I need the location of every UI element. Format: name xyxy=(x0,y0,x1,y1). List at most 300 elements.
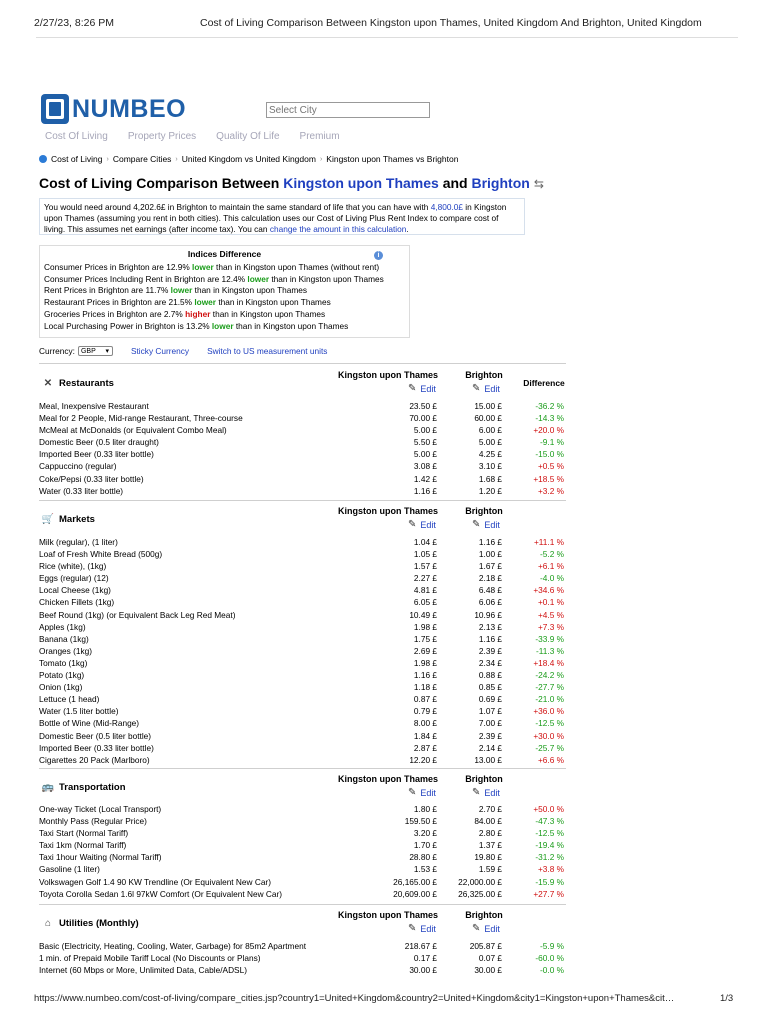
section-rows xyxy=(39,803,566,900)
table-row xyxy=(39,754,566,766)
edit-label: Edit xyxy=(484,787,500,798)
item-name: Potato (1kg) xyxy=(39,670,85,681)
index-line xyxy=(44,285,405,297)
price-difference: -5.2 % xyxy=(540,549,564,560)
indices-title: Indices Difference xyxy=(187,249,262,259)
item-name: Loaf of Fresh White Bread (500g) xyxy=(39,549,163,560)
info-text: in Kingston upon Thames (assuming you rent in both cities). This calculation uses our Cost of Living Plus Rent Index to compare cost of living. This assumes net earnings (after income tax). You can xyxy=(44,202,507,234)
breadcrumb-separator-icon: › xyxy=(106,155,109,163)
col-diff-header: Difference xyxy=(523,378,565,388)
city1-price: 1.05 £ xyxy=(413,549,437,560)
item-name: Bottle of Wine (Mid-Range) xyxy=(39,718,140,729)
index-line xyxy=(44,297,405,309)
item-name: Domestic Beer (0.5 liter bottle) xyxy=(39,730,152,741)
price-difference: -14.3 % xyxy=(535,413,564,424)
table-row xyxy=(39,448,566,460)
index-text: than in Kingston upon Thames xyxy=(216,297,331,308)
col-city1-header: Kingston upon Thames xyxy=(338,910,438,920)
price-difference: -12.5 % xyxy=(535,718,564,729)
pencil-icon: ✎ xyxy=(408,519,417,530)
price-difference: -9.1 % xyxy=(540,437,564,448)
col-city1-header: Kingston upon Thames xyxy=(338,506,438,516)
breadcrumb-item[interactable]: United Kingdom vs United Kingdom xyxy=(181,154,316,164)
price-difference: -47.3 % xyxy=(535,816,564,827)
section-header xyxy=(39,773,566,803)
table-row xyxy=(39,584,566,596)
section-divider xyxy=(39,500,566,501)
city2-price: 4.25 £ xyxy=(478,449,502,460)
switch-units-link[interactable]: Switch to US measurement units xyxy=(207,346,328,356)
nav-premium[interactable]: Premium xyxy=(299,131,340,142)
col-city2-header: Brighton xyxy=(465,370,503,380)
index-line xyxy=(44,274,405,286)
breadcrumb xyxy=(39,154,458,164)
item-name: Meal, Inexpensive Restaurant xyxy=(39,401,149,411)
table-row xyxy=(39,560,566,572)
section-title-text: Transportation xyxy=(59,782,126,793)
index-text: Consumer Prices in Brighton are 12.9% xyxy=(44,262,193,272)
home-icon[interactable] xyxy=(39,155,47,163)
price-difference: -33.9 % xyxy=(535,633,564,644)
table-row xyxy=(39,669,566,681)
city1-price: 1.98 £ xyxy=(413,621,437,632)
currency-select[interactable] xyxy=(78,346,113,356)
city2-price: 6.48 £ xyxy=(478,585,502,596)
index-text: than in Kingston upon Thames xyxy=(192,285,308,296)
edit-city1-link[interactable] xyxy=(408,923,436,934)
table-row xyxy=(39,717,566,729)
price-difference: -4.0 % xyxy=(540,573,564,584)
city1-price: 5.00 £ xyxy=(413,425,437,436)
item-name: Taxi 1km (Normal Tariff) xyxy=(39,840,127,851)
city2-price: 1.00 £ xyxy=(478,549,502,560)
city1-price: 1.75 £ xyxy=(413,633,437,644)
city2-price: 1.20 £ xyxy=(478,485,502,496)
price-difference: -36.2 % xyxy=(535,401,564,411)
table-row xyxy=(39,681,566,693)
price-difference: -15.0 % xyxy=(535,449,564,460)
city1-price: 26,165.00 £ xyxy=(393,876,437,887)
index-text: than in Kingston upon Thames (without rent) xyxy=(213,262,380,272)
city1-price: 1.57 £ xyxy=(413,561,437,572)
city2-price: 5.00 £ xyxy=(478,437,502,448)
city2-price: 1.59 £ xyxy=(478,864,502,875)
city2-price: 6.00 £ xyxy=(478,425,502,436)
pencil-icon: ✎ xyxy=(472,519,481,530)
chevron-down-icon: ▾ xyxy=(105,348,109,355)
city2-price: 205.87 £ xyxy=(469,941,502,951)
city2-price: 1.16 £ xyxy=(478,633,502,644)
section-header xyxy=(39,909,566,939)
price-difference: +7.3 % xyxy=(537,621,564,632)
currency-controls xyxy=(39,346,327,356)
breadcrumb-item[interactable]: Kingston upon Thames vs Brighton xyxy=(326,154,459,164)
city1-price: 1.42 £ xyxy=(413,473,437,484)
item-name: Volkswagen Golf 1.4 90 KW Trendline (Or Equivalent New Car) xyxy=(39,876,271,887)
table-row xyxy=(39,621,566,633)
city1-price: 3.08 £ xyxy=(413,461,437,472)
edit-label: Edit xyxy=(420,923,436,934)
index-direction: lower xyxy=(194,297,217,308)
item-name: Lettuce (1 head) xyxy=(39,694,100,705)
numbeo-logo-icon xyxy=(41,94,69,124)
price-difference: +20.0 % xyxy=(533,425,564,436)
section-icon: ⌂ xyxy=(44,918,52,929)
table-row xyxy=(39,645,566,657)
city1-price: 30.00 £ xyxy=(409,965,437,976)
table-row xyxy=(39,473,566,485)
city2-price: 1.68 £ xyxy=(478,473,502,484)
city2-price: 15.00 £ xyxy=(474,401,502,411)
city1-price: 1.18 £ xyxy=(413,682,437,693)
city2-price: 6.06 £ xyxy=(478,597,502,608)
index-direction: higher xyxy=(185,308,211,319)
city1-price: 1.04 £ xyxy=(413,537,437,547)
city2-price: 2.39 £ xyxy=(478,645,502,656)
table-row xyxy=(39,572,566,584)
pencil-icon: ✎ xyxy=(408,923,417,934)
edit-city2-link[interactable] xyxy=(472,519,500,530)
index-text: Groceries Prices in Brighton are 2.7% xyxy=(44,308,186,319)
edit-label: Edit xyxy=(484,519,500,530)
section-title-text: Markets xyxy=(59,514,95,525)
table-row xyxy=(39,548,566,560)
city1-price: 0.87 £ xyxy=(413,694,437,705)
section-divider xyxy=(39,904,566,905)
item-name: Meal for 2 People, Mid-range Restaurant, Three-course xyxy=(39,413,243,424)
main-nav xyxy=(45,131,340,142)
city1-price: 1.84 £ xyxy=(413,730,437,741)
item-name: Tomato (1kg) xyxy=(39,657,88,668)
table-row xyxy=(39,436,566,448)
price-difference: +30.0 % xyxy=(533,730,564,741)
section-header xyxy=(39,505,566,535)
edit-label: Edit xyxy=(420,383,436,394)
price-difference: +36.0 % xyxy=(533,706,564,717)
city1-price: 1.16 £ xyxy=(413,485,437,496)
pencil-icon: ✎ xyxy=(472,787,481,798)
table-row xyxy=(39,827,566,839)
city2-price: 26,325.00 £ xyxy=(458,888,502,899)
section-title-text: Restaurants xyxy=(59,378,114,389)
title-city2-link[interactable]: Brighton xyxy=(471,175,530,191)
city2-price: 2.80 £ xyxy=(478,828,502,839)
item-name: Water (0.33 liter bottle) xyxy=(39,485,124,496)
price-difference: +6.6 % xyxy=(537,754,564,765)
edit-city1-link[interactable] xyxy=(408,519,436,530)
table-row xyxy=(39,705,566,717)
breadcrumb-separator-icon: › xyxy=(319,155,323,163)
edit-city2-link[interactable] xyxy=(472,787,500,798)
price-difference: -19.4 % xyxy=(535,840,564,851)
table-row xyxy=(39,851,566,863)
info-text: . xyxy=(406,224,409,234)
item-name: Taxi Start (Normal Tariff) xyxy=(39,828,129,839)
table-row xyxy=(39,460,566,472)
index-text: Rent Prices in Brighton are 11.7% xyxy=(44,285,171,296)
city1-price: 6.05 £ xyxy=(413,597,437,608)
table-row xyxy=(39,730,566,742)
index-line xyxy=(44,262,405,274)
price-difference: -11.3 % xyxy=(536,645,564,656)
city2-price: 2.14 £ xyxy=(478,742,502,753)
price-difference: +50.0 % xyxy=(533,804,564,814)
city2-price: 1.07 £ xyxy=(478,706,502,717)
city2-price: 3.10 £ xyxy=(478,461,502,472)
section-title xyxy=(41,378,114,389)
section-title xyxy=(41,918,139,929)
index-line xyxy=(44,309,405,321)
city2-price: 2.39 £ xyxy=(478,730,502,741)
title-and: and xyxy=(438,175,472,191)
item-name: Onion (1kg) xyxy=(39,682,83,693)
info-text: You would need around 4,202.6£ in Brighton to maintain the same standard of life that you can have with xyxy=(44,202,431,212)
title-city1-link[interactable]: Kingston upon Thames xyxy=(283,175,439,191)
section-divider xyxy=(39,768,566,769)
section-title-text: Utilities (Monthly) xyxy=(59,918,139,929)
index-text: than in Kingston upon Thames xyxy=(233,320,349,331)
item-name: Eggs (regular) (12) xyxy=(39,573,109,584)
city1-price: 0.79 £ xyxy=(413,706,437,717)
city1-price: 4.81 £ xyxy=(413,585,437,596)
col-city2-header: Brighton xyxy=(465,774,503,784)
index-direction: lower xyxy=(170,285,193,296)
edit-city2-link[interactable] xyxy=(472,923,500,934)
index-text: than in Kingston upon Thames xyxy=(210,308,326,319)
table-row xyxy=(39,400,566,412)
item-name: One-way Ticket (Local Transport) xyxy=(39,804,162,814)
city2-price: 2.13 £ xyxy=(478,621,502,632)
city1-price: 2.27 £ xyxy=(413,573,437,584)
col-city1-header: Kingston upon Thames xyxy=(338,370,438,380)
index-direction: lower xyxy=(211,320,234,331)
item-name: Local Cheese (1kg) xyxy=(39,585,111,596)
city1-price: 1.70 £ xyxy=(413,840,437,851)
item-name: Chicken Fillets (1kg) xyxy=(39,597,115,608)
city1-price: 0.17 £ xyxy=(413,953,437,964)
city1-price: 10.49 £ xyxy=(409,609,437,620)
col-city2-header: Brighton xyxy=(465,910,503,920)
city1-price: 5.50 £ xyxy=(413,437,437,448)
table-row xyxy=(39,964,566,976)
swap-cities-icon[interactable]: ⇆ xyxy=(533,177,544,191)
price-difference: -27.7 % xyxy=(535,682,564,693)
breadcrumb-item[interactable]: Cost of Living xyxy=(51,154,103,164)
nav-quality-of-life[interactable]: Quality Of Life xyxy=(216,131,280,142)
section-rows xyxy=(39,536,566,766)
price-difference: -15.9 % xyxy=(535,876,564,887)
city2-price: 0.88 £ xyxy=(478,670,502,681)
pencil-icon: ✎ xyxy=(472,383,481,394)
table-row xyxy=(39,424,566,436)
section-icon: 🚌 xyxy=(41,782,55,793)
city2-price: 0.07 £ xyxy=(478,953,502,964)
nav-property-prices[interactable]: Property Prices xyxy=(127,131,197,142)
section-title xyxy=(41,514,95,525)
city1-price: 70.00 £ xyxy=(409,413,437,424)
item-name: Water (1.5 liter bottle) xyxy=(39,706,119,717)
price-difference: +18.4 % xyxy=(533,657,564,668)
city2-price: 22,000.00 £ xyxy=(458,876,502,887)
price-difference: -31.2 % xyxy=(535,852,564,863)
table-row xyxy=(39,633,566,645)
price-difference: -24.2 % xyxy=(535,670,564,681)
item-name: Coke/Pepsi (0.33 liter bottle) xyxy=(39,473,144,484)
city2-price: 19.80 £ xyxy=(474,852,502,863)
item-name: Imported Beer (0.33 liter bottle) xyxy=(39,742,154,753)
table-row xyxy=(39,609,566,621)
item-name: Apples (1kg) xyxy=(39,621,86,632)
city2-price: 0.69 £ xyxy=(478,694,502,705)
index-direction: lower xyxy=(247,273,270,284)
price-difference: +11.1 % xyxy=(533,537,564,547)
section-title xyxy=(41,782,126,793)
header-divider xyxy=(36,37,738,38)
col-city1-header: Kingston upon Thames xyxy=(338,774,438,784)
print-datetime: 2/27/23, 8:26 PM xyxy=(34,17,114,29)
index-text: Consumer Prices Including Rent in Brighton are 12.4% xyxy=(44,273,248,284)
edit-city2-link[interactable] xyxy=(472,383,500,394)
table-row xyxy=(39,888,566,900)
section-icon: 🛒 xyxy=(41,514,55,525)
item-name: McMeal at McDonalds (or Equivalent Combo Meal) xyxy=(39,425,227,436)
table-row xyxy=(39,412,566,424)
city1-price: 1.98 £ xyxy=(413,657,437,668)
currency-label: Currency: xyxy=(39,346,75,356)
item-name: Cigarettes 20 Pack (Marlboro) xyxy=(39,754,150,765)
index-line xyxy=(44,321,405,333)
city2-price: 1.37 £ xyxy=(478,840,502,851)
section-divider xyxy=(39,363,566,364)
price-difference: +3.8 % xyxy=(537,864,564,875)
print-url: https://www.numbeo.com/cost-of-living/compare_cities.jsp?country1=United+Kingdom&country2=United+Kingdom&city1=Kingston+upon+Thames&cit… xyxy=(34,993,675,1004)
item-name: 1 min. of Prepaid Mobile Tariff Local (No Discounts or Plans) xyxy=(39,953,261,964)
city2-price: 2.34 £ xyxy=(478,657,502,668)
city2-price: 2.70 £ xyxy=(478,804,502,814)
price-difference: -0.0 % xyxy=(540,965,564,976)
price-difference: -25.7 % xyxy=(535,742,564,753)
item-name: Internet (60 Mbps or More, Unlimited Data, Cable/ADSL) xyxy=(39,965,247,976)
table-row xyxy=(39,742,566,754)
price-difference: -5.9 % xyxy=(540,941,564,951)
city2-price: 60.00 £ xyxy=(474,413,502,424)
city1-price: 23.50 £ xyxy=(409,401,437,411)
table-row xyxy=(39,657,566,669)
pencil-icon: ✎ xyxy=(408,787,417,798)
item-name: Taxi 1hour Waiting (Normal Tariff) xyxy=(39,852,162,863)
pencil-icon: ✎ xyxy=(472,923,481,934)
price-difference: +3.2 % xyxy=(537,485,564,496)
city1-price: 12.20 £ xyxy=(409,754,437,765)
city1-price: 3.20 £ xyxy=(413,828,437,839)
city1-price: 20,609.00 £ xyxy=(393,888,437,899)
info-icon[interactable]: i xyxy=(374,251,383,260)
city2-price: 1.67 £ xyxy=(478,561,502,572)
item-name: Banana (1kg) xyxy=(39,633,89,644)
section-icon: ✕ xyxy=(43,378,53,389)
table-row xyxy=(39,863,566,875)
city1-price: 5.00 £ xyxy=(413,449,437,460)
city2-price: 1.16 £ xyxy=(478,537,502,547)
city2-price: 30.00 £ xyxy=(474,965,502,976)
item-name: Monthly Pass (Regular Price) xyxy=(39,816,147,827)
col-city2-header: Brighton xyxy=(465,506,503,516)
table-row xyxy=(39,693,566,705)
price-difference: +6.1 % xyxy=(537,561,564,572)
city1-price: 1.53 £ xyxy=(413,864,437,875)
currency-value: GBP xyxy=(80,347,96,355)
item-name: Milk (regular), (1 liter) xyxy=(39,537,118,547)
breadcrumb-item[interactable]: Compare Cities xyxy=(112,154,172,164)
table-row xyxy=(39,536,566,548)
print-page-number: 1/3 xyxy=(720,993,734,1004)
change-amount-link[interactable]: change the amount in this calculation xyxy=(269,224,407,234)
indices-difference-box xyxy=(39,245,410,338)
city1-price: 28.80 £ xyxy=(409,852,437,863)
city2-price: 10.96 £ xyxy=(474,609,502,620)
city2-price: 2.18 £ xyxy=(478,573,502,584)
city2-price: 13.00 £ xyxy=(474,754,502,765)
item-name: Toyota Corolla Sedan 1.6l 97kW Comfort (Or Equivalent New Car) xyxy=(39,888,283,899)
price-difference: +18.5 % xyxy=(533,473,564,484)
price-difference: -60.0 % xyxy=(535,953,564,964)
section-header xyxy=(39,369,566,399)
section-rows xyxy=(39,940,566,976)
nav-cost-of-living[interactable]: Cost Of Living xyxy=(45,131,108,142)
city2-price: 7.00 £ xyxy=(478,718,502,729)
city1-price: 2.69 £ xyxy=(413,645,437,656)
item-name: Cappuccino (regular) xyxy=(39,461,117,472)
equivalent-salary-box xyxy=(39,198,525,235)
amount-link[interactable]: 4,800.0£ xyxy=(430,202,463,212)
item-name: Basic (Electricity, Heating, Cooling, Water, Garbage) for 85m2 Apartment xyxy=(39,941,306,951)
item-name: Imported Beer (0.33 liter bottle) xyxy=(39,449,154,460)
sticky-currency-link[interactable]: Sticky Currency xyxy=(130,346,190,356)
price-difference: +0.1 % xyxy=(537,597,564,608)
city1-price: 1.16 £ xyxy=(413,670,437,681)
edit-city1-link[interactable] xyxy=(408,383,436,394)
price-difference: -12.5 % xyxy=(535,828,564,839)
city2-price: 0.85 £ xyxy=(478,682,502,693)
numbeo-logo[interactable] xyxy=(41,93,186,125)
price-difference: +0.5 % xyxy=(537,461,564,472)
title-prefix: Cost of Living Comparison Between xyxy=(39,175,284,191)
breadcrumb-separator-icon: › xyxy=(175,155,178,163)
index-direction: lower xyxy=(192,262,214,272)
logo-text: NUMBEO xyxy=(72,94,187,123)
table-row xyxy=(39,596,566,608)
city1-price: 1.80 £ xyxy=(413,804,437,814)
city2-price: 84.00 £ xyxy=(474,816,502,827)
item-name: Domestic Beer (0.5 liter draught) xyxy=(39,437,159,448)
section-rows xyxy=(39,400,566,497)
item-name: Rice (white), (1kg) xyxy=(39,561,107,572)
edit-city1-link[interactable] xyxy=(408,787,436,798)
table-row xyxy=(39,952,566,964)
price-difference: +34.6 % xyxy=(533,585,564,596)
index-text: Restaurant Prices in Brighton are 21.5% xyxy=(44,297,195,308)
table-row xyxy=(39,803,566,815)
table-row xyxy=(39,839,566,851)
city1-price: 8.00 £ xyxy=(413,718,437,729)
city1-price: 159.50 £ xyxy=(404,816,437,827)
item-name: Beef Round (1kg) (or Equivalent Back Leg Red Meat) xyxy=(39,609,236,620)
table-row xyxy=(39,940,566,952)
edit-label: Edit xyxy=(484,923,500,934)
price-difference: +4.5 % xyxy=(537,609,564,620)
pencil-icon: ✎ xyxy=(408,383,417,394)
city-search-input[interactable] xyxy=(266,102,430,118)
